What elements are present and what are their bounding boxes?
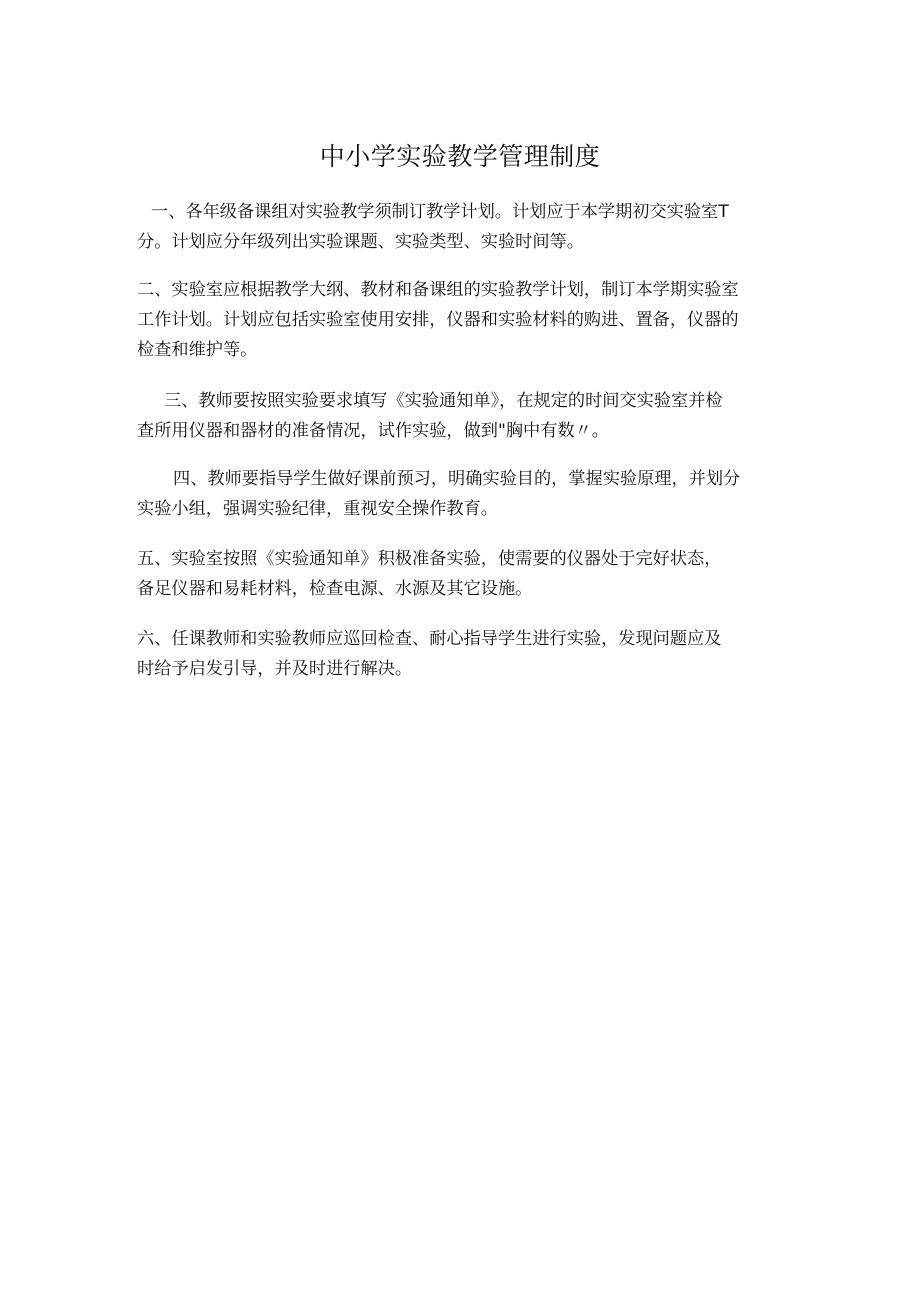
document-title: 中小学实验教学管理制度 <box>319 142 601 171</box>
paragraph-line: 时给予启发引导，并及时进行解决。 <box>137 659 413 679</box>
paragraph-line: 三、教师要按照实验要求填写《实验通知单》，在规定的时间交实验室并检 <box>164 391 723 411</box>
paragraph-line: 四、教师要指导学生做好课前预习，明确实验目的，掌握实验原理，并划分 <box>173 469 741 489</box>
paragraph-line: 二、实验室应根据教学大纲、教材和备课组的实验教学计划，制订本学期实验室 <box>137 280 739 300</box>
paragraph-4 <box>137 464 787 524</box>
paragraph-5 <box>137 544 787 604</box>
paragraph-line: 查所用仪器和器材的准备情况，试作实验，做到"胸中有数〃。 <box>137 421 609 441</box>
paragraph-line: 分。计划应分年级列出实验课题、实验类型、实验时间等。 <box>137 232 584 252</box>
paragraph-line: 五、实验室按照《实验通知单》积极准备实验，使需要的仪器处于完好状态， <box>137 549 722 569</box>
paragraph-line: 备足仪器和易耗材料，检查电源、水源及其它设施。 <box>137 579 533 599</box>
paragraph-line: 实验小组，强调实验纪律，重视安全操作教育。 <box>137 499 498 519</box>
paragraph-2 <box>137 275 787 365</box>
paragraph-6 <box>137 624 787 684</box>
paragraph-line: 工作计划。计划应包括实验室使用安排，仪器和实验材料的购进、置备，仪器的 <box>137 310 739 330</box>
paragraph-1 <box>137 197 787 257</box>
paragraph-3 <box>137 386 787 446</box>
paragraph-line: 六、任课教师和实验教师应巡回检查、耐心指导学生进行实验，发现问题应及 <box>137 629 722 649</box>
paragraph-line: 一、各年级备课组对实验教学须制订教学计划。计划应于本学期初交实验室T <box>151 202 729 222</box>
paragraph-line: 检查和维护等。 <box>137 340 258 360</box>
